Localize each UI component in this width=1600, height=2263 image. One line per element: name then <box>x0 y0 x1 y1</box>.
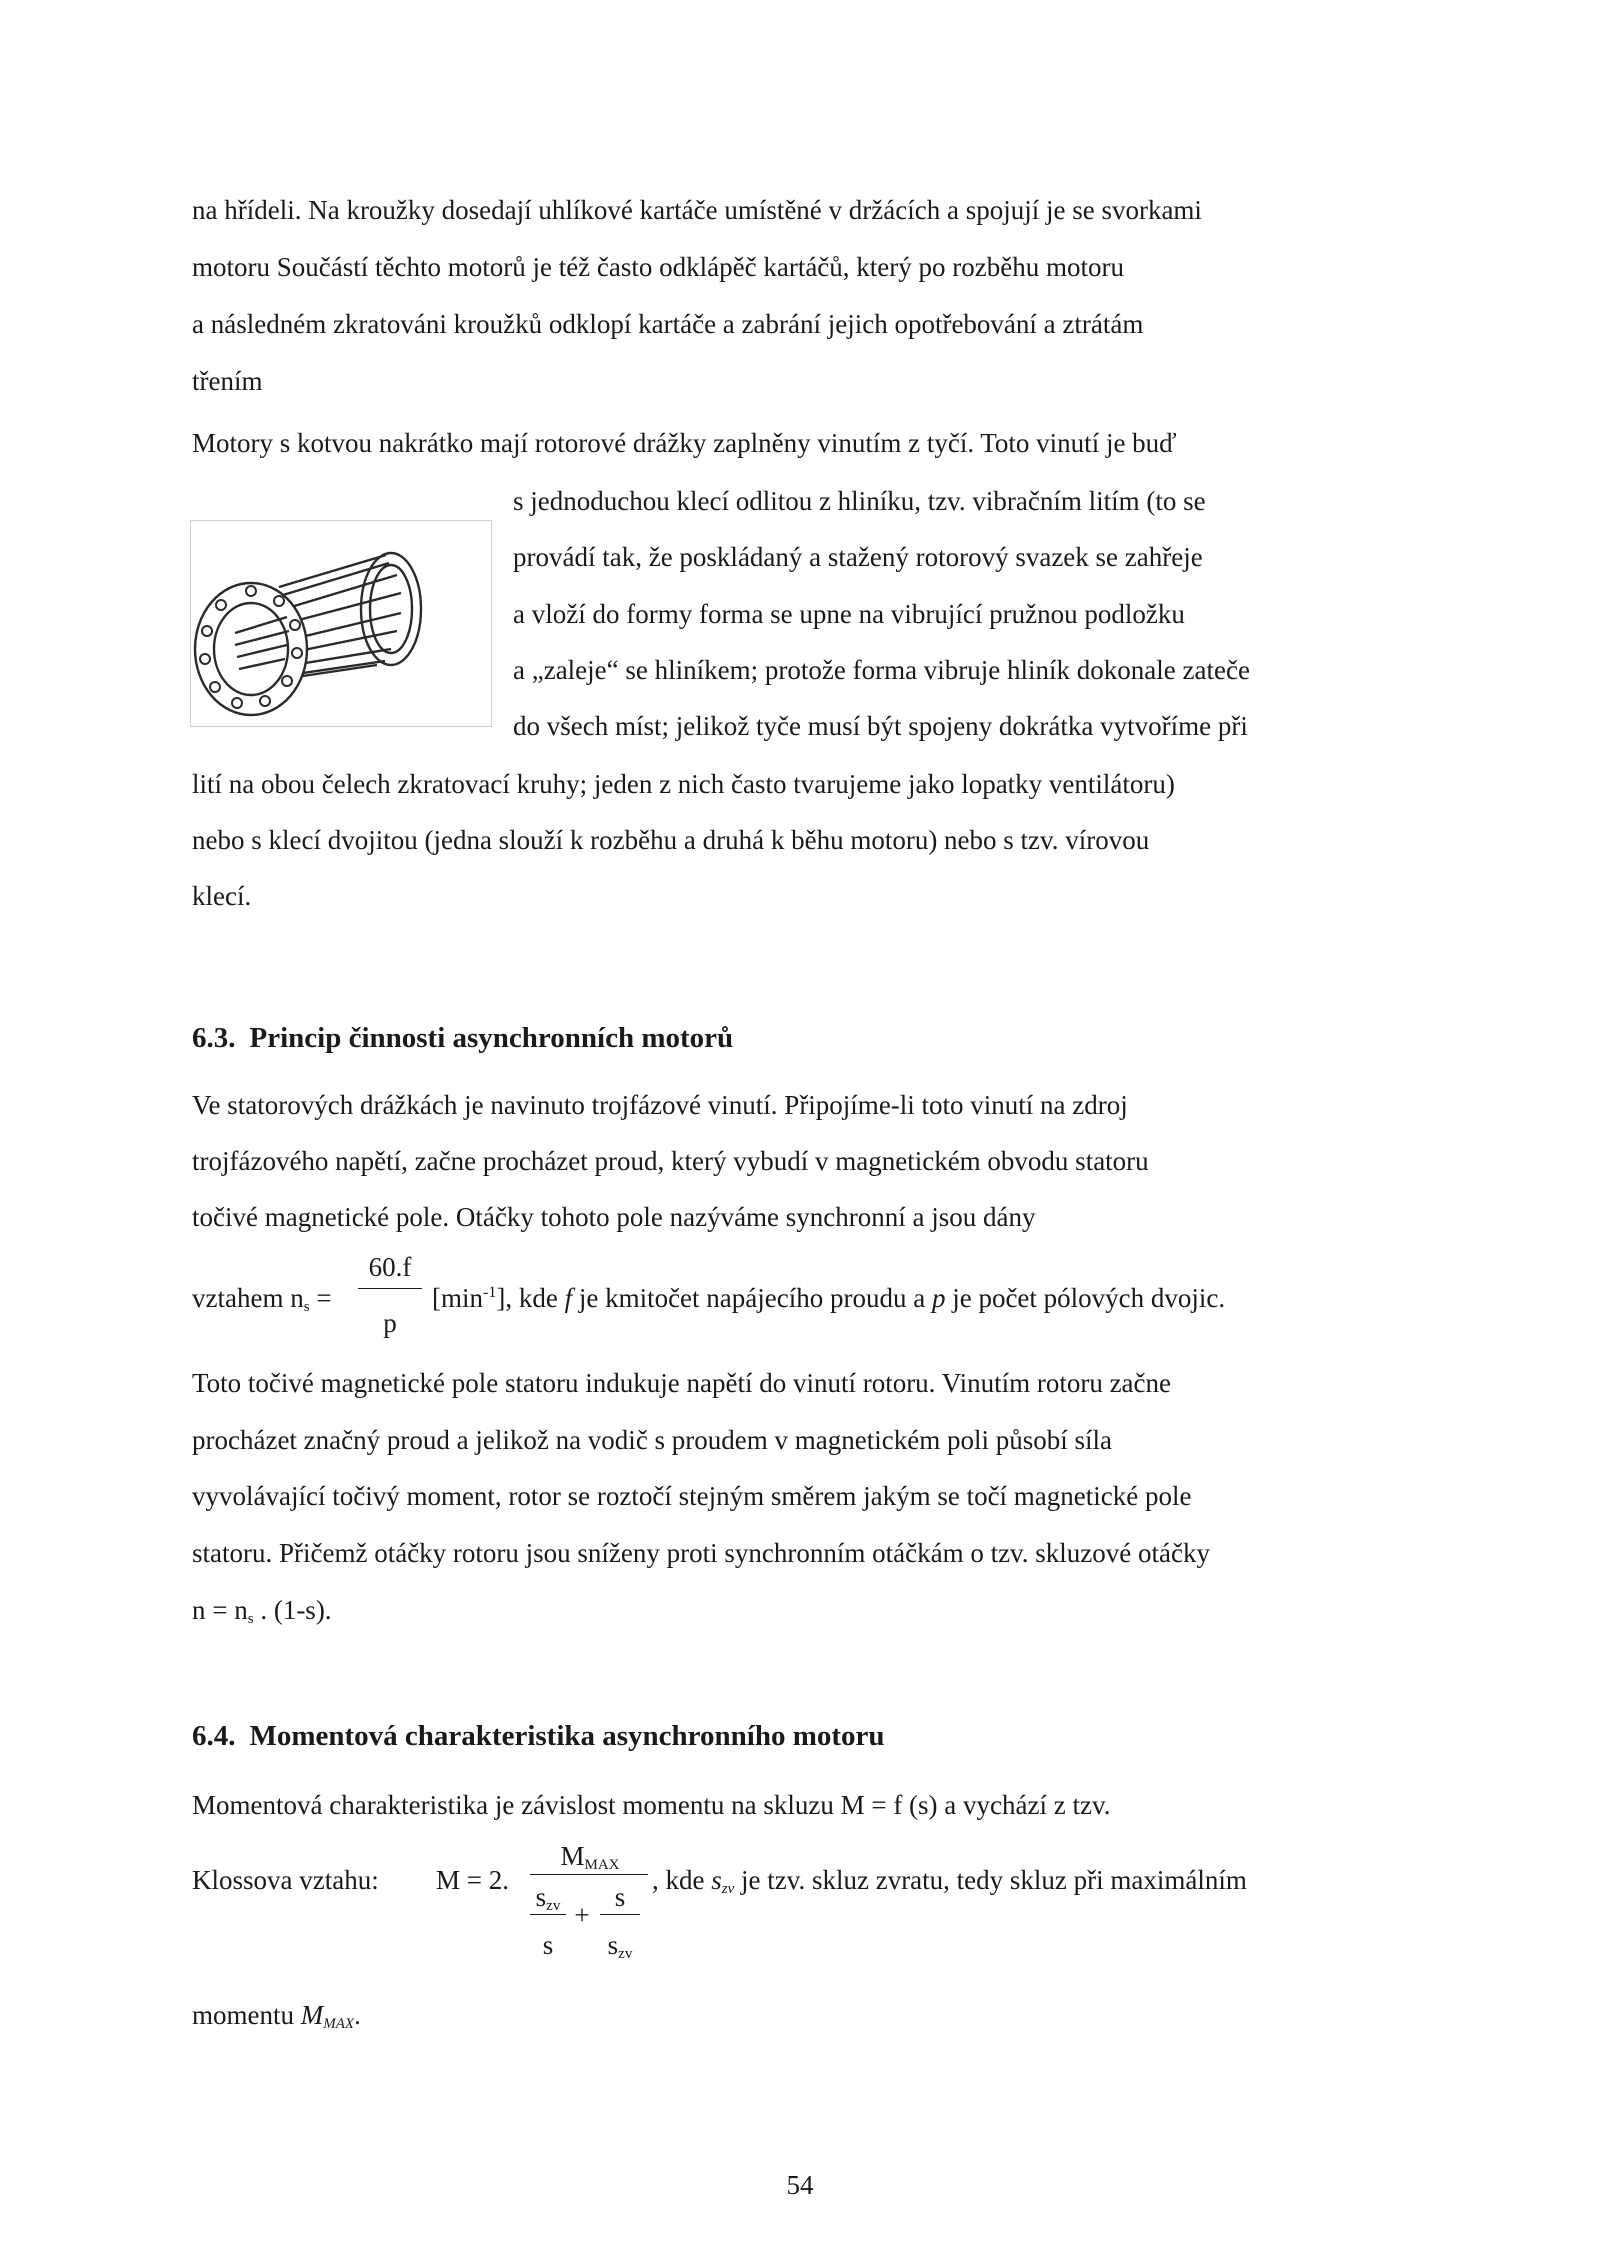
kloss-equation-start: M = 2. <box>436 1865 509 1895</box>
paragraph-2-indented-line-4: a „zaleje“ se hliníkem; protože forma vibruje hliník dokonale zateče <box>513 655 1250 685</box>
page-number: 54 <box>786 2170 814 2200</box>
slip-speed-subscript: s <box>247 1611 254 1627</box>
paragraph-2-indented-line-5: do všech míst; jelikož tyče musí být spojeny dokrátka vytvoříme při <box>513 711 1248 741</box>
formula-var-f: f <box>564 1283 573 1313</box>
paragraph-1-line-4: třením <box>192 366 263 396</box>
squirrel-cage-drawing <box>191 521 491 726</box>
formula-numerator: 60.f <box>368 1252 412 1282</box>
kloss-d2-denominator: $s_{zv}$ <box>607 1930 633 1962</box>
formula-denominator: p <box>383 1308 397 1338</box>
paragraph-2-line-7: lití na obou čelech zkratovací kruhy; jeden z nich často tvarujeme jako lopatky ventilátoru) <box>192 769 1175 799</box>
paragraph-2-indented-line-1: s jednoduchou klecí odlitou z hliníku, tzv. vibračním litím (to se <box>513 486 1206 516</box>
formula-lead-subscript: s <box>303 1299 310 1315</box>
slip-speed-formula: $n = n_s$ . (1-s). <box>192 1595 332 1627</box>
formula-fraction-bar <box>358 1288 422 1289</box>
kloss-tail: , kde $s_{zv}$ je tzv. skluz zvratu, tedy skluz při maximálním <box>652 1865 1247 1897</box>
paragraph-1-line-1: na hřídeli. Na kroužky dosedají uhlíkové kartáče umístěné v držácích a spojují je se svorkami <box>192 195 1202 225</box>
paragraph-2-line-9: klecí. <box>192 881 252 911</box>
section-6-3-line-6: procházet značný proud a jelikož na vodič s proudem v magnetickém poli působí síla <box>192 1425 1112 1455</box>
squirrel-cage-rotor-figure <box>190 520 492 727</box>
section-6-3-line-8: statoru. Přičemž otáčky rotoru jsou sníženy proti synchronním otáčkám o tzv. skluzové otáčky <box>192 1538 1210 1568</box>
section-6-3-line-5: Toto točivé magnetické pole statoru indukuje napětí do vinutí rotoru. Vinutím rotoru začne <box>192 1368 1172 1398</box>
formula-unit-superscript: -1 <box>483 1284 497 1301</box>
moment-max-var: M <box>300 2000 324 2030</box>
kloss-var-szv: s <box>711 1865 722 1895</box>
kloss-d1-bar <box>530 1914 566 1915</box>
section-6-3-line-3: točivé magnetické pole. Otáčky tohoto pole nazýváme synchronní a jsou dány <box>192 1202 1036 1232</box>
kloss-main-fraction-bar <box>530 1874 648 1875</box>
section-6-4-title: Momentová charakteristika asynchronního motoru <box>249 1720 885 1752</box>
paragraph-2-line-8: nebo s klecí dvojitou (jedna slouží k rozběhu a druhá k běhu motoru) nebo s tzv. vírovou <box>192 825 1150 855</box>
kloss-plus: + <box>574 1900 590 1930</box>
section-6-3-line-2: trojfázového napětí, začne procházet proud, který vybudí v magnetickém obvodu statoru <box>192 1146 1149 1176</box>
section-6-3-heading <box>192 1024 733 1053</box>
paragraph-1-line-3: a následném zkratováni kroužků odklopí kartáče a zabrání jejich opotřebování a ztrátám <box>192 309 1144 339</box>
formula-tail: $[\min^{-1}]$, kde f je kmitočet napájecího proudu a p je počet pólových dvojic. <box>432 1283 1226 1313</box>
paragraph-2-indented-line-3: a vloží do formy forma se upne na vibrující pružnou podložku <box>513 599 1185 629</box>
kloss-numerator: $M_{MAX}$ <box>560 1841 620 1873</box>
kloss-lead: Klossova vztahu: <box>192 1865 379 1895</box>
kloss-d2-bar <box>600 1914 640 1915</box>
kloss-d1-numerator: $s_{zv}$ <box>535 1882 561 1914</box>
section-6-4-line-1: Momentová charakteristika je závislost momentu na skluzu M = f (s) a vychází z tzv. <box>192 1790 1111 1820</box>
paragraph-2-line-1: Motory s kotvou nakrátko mají rotorové drážky zaplněny vinutím z tyčí. Toto vinutí je buď <box>192 428 1177 458</box>
section-6-3-number: 6.3. <box>192 1022 236 1054</box>
formula-equals: = <box>309 1283 332 1313</box>
paragraph-2-indented-line-2: provádí tak, že poskládaný a stažený rotorový svazek se zahřeje <box>513 542 1203 572</box>
kloss-d2-numerator: s <box>614 1882 626 1912</box>
section-6-3-line-7: vyvolávající točivý moment, rotor se roztočí stejným směrem jakým se točí magnetické pole <box>192 1481 1192 1511</box>
section-6-4-heading <box>192 1722 885 1751</box>
paragraph-1-line-2: motoru Součástí těchto motorů je též často odklápěč kartáčů, který po rozběhu motoru <box>192 252 1124 282</box>
section-6-3-title: Princip činnosti asynchronních motorů <box>249 1022 734 1054</box>
formula-var-p: p <box>931 1283 946 1313</box>
section-6-3-line-1: Ve statorových drážkách je navinuto trojfázové vinutí. Připojíme-li toto vinutí na zdroj <box>192 1090 1128 1120</box>
section-6-4-last-line: momentu $M_{MAX}$. <box>192 2000 361 2032</box>
section-6-4-number: 6.4. <box>192 1720 236 1752</box>
formula-lead: vztahem $n_s$ = <box>192 1283 332 1315</box>
kloss-d1-denominator: s <box>542 1930 554 1960</box>
